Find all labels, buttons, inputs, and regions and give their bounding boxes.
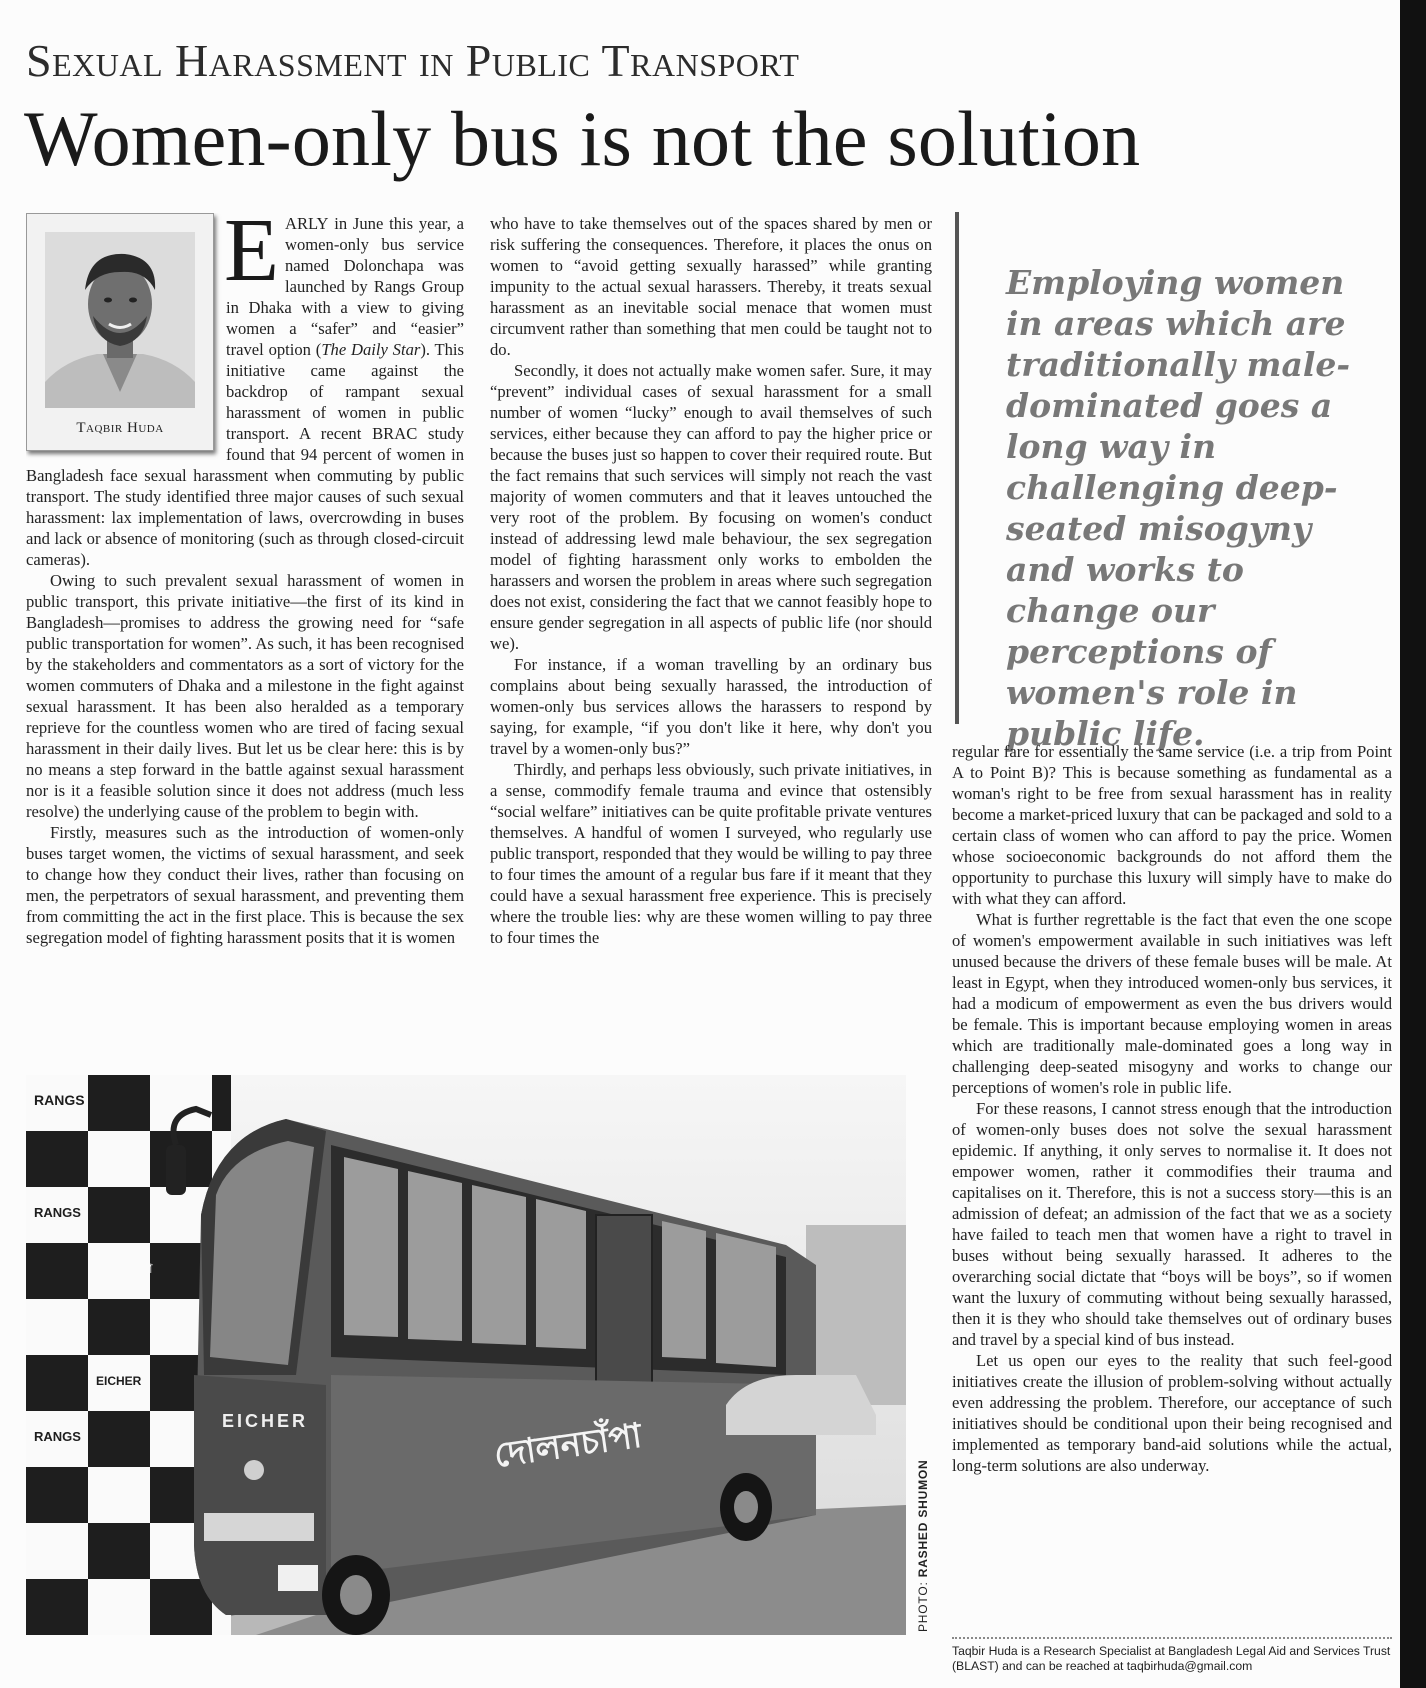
paragraph: who have to take themselves out of the spaces shared by men or risk suffering the consequences. Therefore, it places the onus on women to “avoid getting sexually harassed” while granting impunity to the actual sexual harassers. Thereby, it treats sexual harassment as an inevitable social menace that women must circumvent rather than something that men could be taught not to do. [490,214,932,359]
paragraph: Firstly, measures such as the introduction of women-only buses target women, the victims of sexual harassment, and seek to change how they conduct their lives, rather than focusing on men, the perpetrators of sexual harassment, and preventing them from committing the act in the first place. This is because the sex segregation model of fighting harassment posits that it is women [26,823,464,947]
backdrop-logo-rangs: RANGS [34,1205,81,1220]
paragraph-text: ). This initiative came against the backdrop of rampant sexual harassment of women in public transport. A recent BRAC study found that 94 percent of women in Bangladesh face sexual harassment when commuting by public transport. The study identified three major causes of such sexual harassment: lax implementation of laws, overcrowding in buses and lack or absence of monitoring (such as through closed-circuit cameras). [26,340,464,569]
headline: Women-only bus is not the solution [24,95,1141,182]
author-portrait [45,232,195,408]
paragraph: Let us open our eyes to the reality that such feel-good initiatives create the illusion of problem-solving without actually even addressing the problem. Therefore, our acceptance of such initiatives should be conditional upon their being recognised and implemented as temporary band-aid solutions while the actual, long-term solutions are also underway. [952,1351,1392,1475]
article-column-1 [26,213,464,1053]
source-citation: The Daily Star [321,340,421,359]
lead-in: ARLY [284,214,329,233]
photo-credit [916,1460,930,1632]
paragraph: What is further regrettable is the fact that even the one scope of women's empowerment available in such initiatives was left unused because the drivers of these female buses will be male. At least in Egypt, when they introduced women-only bus services, it had a modicum of empowerment as even the bus drivers would be female. This is important because employing women in areas which are traditionally male-dominated goes a long way in challenging deep-seated misogyny and works to change our perceptions of women's role in public life. [952,910,1392,1097]
photographer-name: RASHED SHUMON [916,1459,930,1578]
backdrop-logo-bengali: দোলনচাঁপা [96,1261,153,1276]
bus-photo [26,1075,906,1635]
backdrop-logo-rangs: RANGS [34,1092,85,1108]
page-edge [1400,0,1426,1688]
article-column-3 [952,741,1392,1635]
pullquote: Employing women in areas which are traditionally male-dominated goes a long way in challenging deep-seated misogyny and works to change our perceptions of women's role in public life. [1006,263,1351,753]
article-column-2 [490,213,932,1053]
author-photo-box [26,213,214,451]
bus-side-lettering: দোলনচাঁপা [491,1415,645,1476]
paragraph: For instance, if a woman travelling by an ordinary bus complains about being sexually harassed, the introduction of women-only bus services allows the harassers to respond by saying, for example, “if you don't like it here, why don't you travel by a women-only bus?” [490,655,932,758]
author-name: Taqbir Huda [76,420,164,436]
author-bio: Taqbir Huda is a Research Specialist at Bangladesh Legal Aid and Services Trust (BLAST) and can be reached at taqbirhuda@gmail.com [952,1644,1391,1673]
backdrop-logo-rangs: RANGS [96,1148,147,1164]
drop-cap: E [224,213,279,300]
backdrop-logo-rangs: RANGS [96,1485,143,1500]
backdrop-logo-rangs: RANGS [34,1429,81,1444]
bus-grille-badge: EICHER [222,1411,309,1431]
paragraph-text: in June this year, a women-only bus service named Dolonchapa was launched by Rangs Group in Dhaka with a view to giving women a “safer” and “easier” travel option ( [226,214,464,359]
credit-prefix: PHOTO: [916,1577,930,1632]
paragraph: Secondly, it does not actually make women safer. Sure, it may “prevent” individual cases of sexual harassment for a small number of women “lucky” enough to avail themselves of such services, either because they can afford to pay the higher price or because the buses just so happen to cover their required route. But the fact remains that such services will simply not reach the vast majority of women commuters and that it leaves untouched the very root of the problem. By focusing on women's conduct instead of addressing lewd male behaviour, the sex segregation model of fighting harassment only works to embolden the harassers and worsen the problem in areas where such segregation does not exist, considering the fact that we cannot feasibly hope to ensure gender segregation in all aspects of public life (nor should we). [490,361,932,653]
section-kicker: Sexual Harassment in Public Transport [26,35,800,86]
pullquote-rule [955,212,959,724]
backdrop-logo-rangs: RANGS [34,1541,81,1556]
paragraph: Thirdly, and perhaps less obviously, such private initiatives, in a sense, commodify female trauma and evince that ostensibly “social welfare” initiatives can be quite profitable private ventures themselves. A handful of women I surveyed, who regularly use public transport, responded that they would be willing to pay three to four times the amount of a regular bus fare if it meant that they could have a sexual harassment free experience. This is precisely where the trouble lies: why are these women willing to pay three to four times the [490,760,932,947]
backdrop-logo-eicher: EICHER [96,1374,142,1388]
paragraph: Owing to such prevalent sexual harassment of women in public transport, this private initiative—the first of its kind in Bangladesh—promises to address the growing need for “safe public transportation for women”. As such, it has been recognised by the stakeholders and commentators as a sort of victory for the women commuters of Dhaka and a milestone in the fight against sexual harassment. It has been also heralded as a temporary reprieve for the countless women who are tired of facing sexual harassment in their daily lives. But let us be clear here: this is by no means a step forward in the battle against sexual harassment nor is it a feasible solution since it does not address (much less resolve) the underlying cause of the problem to begin with. [26,571,464,821]
paragraph: regular fare for essentially the same service (i.e. a trip from Point A to Point B)? This is because something as fundamental as a woman's right to be free from sexual harassment has in reality become a market-priced luxury that can be packaged and sold to a certain class of women who can afford to pay the price. Women whose socioeconomic backgrounds do not afford them the opportunity to purchase this luxury will simply have to make do with what they can afford. [952,742,1392,908]
backdrop-logo-rangs: RANGS [34,1317,81,1332]
bio-divider [952,1637,1392,1639]
paragraph: For these reasons, I cannot stress enough that the introduction of women-only buses does not solve the sexual harassment epidemic. If anything, it only serves to normalise it. It does not empower women, rather it commodifies their trauma and capitalises on it. Therefore, this is not a success story—this is an admission of defeat; an admission of the fact that we as a society have failed to teach men that women have a right to travel in buses without being sexually harassed. It adheres to the overarching social dictate that “boys will be boys”, so if women want the luxury of commuting without being sexually harassed, then it is they who should take themselves out of ordinary buses and travel by a special kind of bus instead. [952,1099,1392,1349]
